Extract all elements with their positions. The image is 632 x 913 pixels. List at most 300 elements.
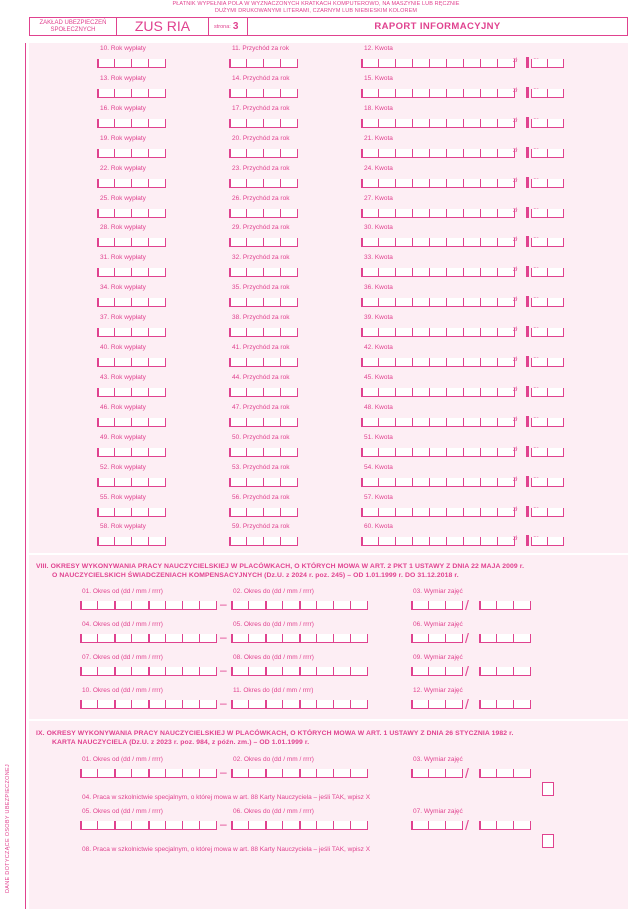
hours-denominator[interactable] bbox=[479, 634, 497, 643]
amount-zl-digit[interactable] bbox=[429, 537, 447, 546]
period-to-day[interactable] bbox=[248, 821, 266, 830]
amount-zl-digit[interactable] bbox=[446, 179, 464, 188]
amount-zl-digit[interactable] bbox=[446, 298, 464, 307]
payment-year-digit[interactable] bbox=[148, 119, 166, 128]
hours-numerator[interactable] bbox=[445, 634, 463, 643]
amount-zl-digit[interactable] bbox=[395, 268, 413, 277]
payment-year-digit[interactable] bbox=[131, 448, 149, 457]
amount-zl-digit[interactable] bbox=[446, 119, 464, 128]
income-year-digit[interactable] bbox=[263, 478, 281, 487]
payment-year-digit[interactable] bbox=[114, 328, 132, 337]
payment-year-digit[interactable] bbox=[131, 328, 149, 337]
amount-zl-digit[interactable] bbox=[395, 388, 413, 397]
payment-year-digit[interactable] bbox=[131, 59, 149, 68]
period-to-day[interactable] bbox=[248, 601, 266, 610]
period-to-year[interactable] bbox=[299, 601, 317, 610]
amount-zl-digit[interactable] bbox=[480, 209, 498, 218]
payment-year-digit[interactable] bbox=[97, 89, 115, 98]
amount-zl-digit[interactable] bbox=[378, 209, 396, 218]
income-year-digit[interactable] bbox=[280, 328, 298, 337]
amount-zl-digit[interactable] bbox=[395, 119, 413, 128]
income-year-digit[interactable] bbox=[263, 298, 281, 307]
payment-year-digit[interactable] bbox=[131, 119, 149, 128]
income-year-digit[interactable] bbox=[229, 418, 247, 427]
hours-numerator[interactable] bbox=[445, 821, 463, 830]
period-to-year[interactable] bbox=[350, 634, 368, 643]
amount-zl-digit[interactable] bbox=[378, 537, 396, 546]
hours-denominator[interactable] bbox=[479, 821, 497, 830]
income-year-digit[interactable] bbox=[280, 508, 298, 517]
payment-year-digit[interactable] bbox=[131, 508, 149, 517]
amount-zl-digit[interactable] bbox=[361, 119, 379, 128]
amount-zl-digit[interactable] bbox=[412, 89, 430, 98]
period-from-year[interactable] bbox=[199, 700, 217, 709]
period-from-year[interactable] bbox=[199, 769, 217, 778]
amount-zl-digit[interactable] bbox=[463, 388, 481, 397]
amount-zl-digit[interactable] bbox=[378, 298, 396, 307]
hours-numerator[interactable] bbox=[411, 601, 429, 610]
income-year-digit[interactable] bbox=[280, 478, 298, 487]
payment-year-digit[interactable] bbox=[131, 358, 149, 367]
amount-zl-digit[interactable] bbox=[429, 268, 447, 277]
amount-gr-digit[interactable] bbox=[547, 89, 564, 98]
amount-gr-digit[interactable] bbox=[547, 418, 564, 427]
income-year-digit[interactable] bbox=[280, 89, 298, 98]
amount-zl-digit[interactable] bbox=[463, 537, 481, 546]
period-to-year[interactable] bbox=[316, 601, 334, 610]
amount-zl-digit[interactable] bbox=[429, 508, 447, 517]
income-year-digit[interactable] bbox=[246, 448, 264, 457]
hours-numerator[interactable] bbox=[411, 821, 429, 830]
amount-zl-digit[interactable] bbox=[463, 328, 481, 337]
amount-gr-digit[interactable] bbox=[547, 179, 564, 188]
period-from-year[interactable] bbox=[165, 700, 183, 709]
income-year-digit[interactable] bbox=[263, 358, 281, 367]
period-to-day[interactable] bbox=[248, 700, 266, 709]
amount-zl-digit[interactable] bbox=[446, 268, 464, 277]
hours-denominator[interactable] bbox=[513, 769, 531, 778]
period-from-year[interactable] bbox=[199, 821, 217, 830]
period-from-year[interactable] bbox=[182, 601, 200, 610]
payment-year-digit[interactable] bbox=[97, 508, 115, 517]
period-from-day[interactable] bbox=[80, 700, 98, 709]
payment-year-digit[interactable] bbox=[114, 209, 132, 218]
amount-zl-digit[interactable] bbox=[480, 268, 498, 277]
period-from-year[interactable] bbox=[148, 634, 166, 643]
period-from-day[interactable] bbox=[97, 821, 115, 830]
income-year-digit[interactable] bbox=[263, 209, 281, 218]
amount-zl-digit[interactable] bbox=[378, 59, 396, 68]
hours-denominator[interactable] bbox=[513, 667, 531, 676]
period-from-month[interactable] bbox=[131, 634, 149, 643]
amount-gr-digit[interactable] bbox=[531, 388, 548, 397]
income-year-digit[interactable] bbox=[263, 537, 281, 546]
period-to-day[interactable] bbox=[248, 667, 266, 676]
period-from-month[interactable] bbox=[131, 667, 149, 676]
amount-zl-digit[interactable] bbox=[361, 149, 379, 158]
hours-denominator[interactable] bbox=[479, 700, 497, 709]
amount-zl-digit[interactable] bbox=[429, 478, 447, 487]
payment-year-digit[interactable] bbox=[97, 119, 115, 128]
income-year-digit[interactable] bbox=[246, 179, 264, 188]
payment-year-digit[interactable] bbox=[148, 478, 166, 487]
income-year-digit[interactable] bbox=[246, 59, 264, 68]
amount-zl-digit[interactable] bbox=[395, 238, 413, 247]
amount-zl-digit[interactable] bbox=[429, 119, 447, 128]
payment-year-digit[interactable] bbox=[114, 268, 132, 277]
amount-zl-digit[interactable] bbox=[446, 537, 464, 546]
payment-year-digit[interactable] bbox=[114, 59, 132, 68]
period-to-month[interactable] bbox=[282, 667, 300, 676]
amount-zl-digit[interactable] bbox=[463, 448, 481, 457]
amount-gr-digit[interactable] bbox=[531, 238, 548, 247]
amount-gr-digit[interactable] bbox=[547, 209, 564, 218]
amount-zl-digit[interactable] bbox=[463, 179, 481, 188]
amount-gr-digit[interactable] bbox=[547, 59, 564, 68]
amount-zl-digit[interactable] bbox=[480, 238, 498, 247]
amount-zl-digit[interactable] bbox=[378, 149, 396, 158]
income-year-digit[interactable] bbox=[280, 238, 298, 247]
income-year-digit[interactable] bbox=[280, 448, 298, 457]
amount-gr-digit[interactable] bbox=[531, 268, 548, 277]
period-to-month[interactable] bbox=[282, 769, 300, 778]
amount-zl-digit[interactable] bbox=[395, 418, 413, 427]
hours-denominator[interactable] bbox=[496, 601, 514, 610]
amount-zl-digit[interactable] bbox=[480, 358, 498, 367]
amount-zl-digit[interactable] bbox=[480, 328, 498, 337]
period-from-day[interactable] bbox=[97, 700, 115, 709]
payment-year-digit[interactable] bbox=[148, 537, 166, 546]
income-year-digit[interactable] bbox=[280, 298, 298, 307]
payment-year-digit[interactable] bbox=[97, 418, 115, 427]
hours-numerator[interactable] bbox=[445, 601, 463, 610]
income-year-digit[interactable] bbox=[263, 89, 281, 98]
income-year-digit[interactable] bbox=[280, 149, 298, 158]
amount-zl-digit[interactable] bbox=[463, 59, 481, 68]
income-year-digit[interactable] bbox=[246, 238, 264, 247]
amount-zl-digit[interactable] bbox=[378, 119, 396, 128]
hours-denominator[interactable] bbox=[496, 700, 514, 709]
amount-zl-digit[interactable] bbox=[395, 209, 413, 218]
payment-year-digit[interactable] bbox=[97, 537, 115, 546]
amount-zl-digit[interactable] bbox=[480, 179, 498, 188]
payment-year-digit[interactable] bbox=[97, 358, 115, 367]
period-from-year[interactable] bbox=[182, 769, 200, 778]
amount-zl-digit[interactable] bbox=[395, 478, 413, 487]
amount-zl-digit[interactable] bbox=[480, 89, 498, 98]
payment-year-digit[interactable] bbox=[131, 238, 149, 247]
amount-zl-digit[interactable] bbox=[463, 268, 481, 277]
period-from-year[interactable] bbox=[199, 667, 217, 676]
amount-gr-digit[interactable] bbox=[547, 478, 564, 487]
payment-year-digit[interactable] bbox=[114, 149, 132, 158]
hours-numerator[interactable] bbox=[411, 700, 429, 709]
amount-gr-digit[interactable] bbox=[547, 537, 564, 546]
period-from-month[interactable] bbox=[131, 821, 149, 830]
payment-year-digit[interactable] bbox=[131, 478, 149, 487]
payment-year-digit[interactable] bbox=[148, 358, 166, 367]
period-to-month[interactable] bbox=[265, 667, 283, 676]
income-year-digit[interactable] bbox=[263, 238, 281, 247]
payment-year-digit[interactable] bbox=[148, 418, 166, 427]
period-from-day[interactable] bbox=[97, 667, 115, 676]
period-from-year[interactable] bbox=[182, 667, 200, 676]
amount-zl-digit[interactable] bbox=[395, 179, 413, 188]
income-year-digit[interactable] bbox=[280, 268, 298, 277]
amount-zl-digit[interactable] bbox=[378, 179, 396, 188]
income-year-digit[interactable] bbox=[246, 478, 264, 487]
period-to-year[interactable] bbox=[350, 821, 368, 830]
amount-zl-digit[interactable] bbox=[412, 537, 430, 546]
amount-zl-digit[interactable] bbox=[446, 149, 464, 158]
amount-zl-digit[interactable] bbox=[429, 89, 447, 98]
payment-year-digit[interactable] bbox=[114, 478, 132, 487]
income-year-digit[interactable] bbox=[246, 119, 264, 128]
amount-gr-digit[interactable] bbox=[531, 358, 548, 367]
period-to-month[interactable] bbox=[282, 700, 300, 709]
payment-year-digit[interactable] bbox=[131, 89, 149, 98]
period-from-month[interactable] bbox=[131, 601, 149, 610]
payment-year-digit[interactable] bbox=[114, 418, 132, 427]
payment-year-digit[interactable] bbox=[97, 268, 115, 277]
payment-year-digit[interactable] bbox=[131, 268, 149, 277]
amount-zl-digit[interactable] bbox=[378, 328, 396, 337]
amount-zl-digit[interactable] bbox=[361, 328, 379, 337]
amount-zl-digit[interactable] bbox=[361, 418, 379, 427]
period-from-month[interactable] bbox=[131, 700, 149, 709]
income-year-digit[interactable] bbox=[246, 89, 264, 98]
amount-zl-digit[interactable] bbox=[429, 418, 447, 427]
period-to-year[interactable] bbox=[350, 667, 368, 676]
period-to-month[interactable] bbox=[265, 601, 283, 610]
hours-denominator[interactable] bbox=[479, 769, 497, 778]
income-year-digit[interactable] bbox=[229, 179, 247, 188]
amount-gr-digit[interactable] bbox=[531, 478, 548, 487]
hours-numerator[interactable] bbox=[428, 667, 446, 676]
amount-zl-digit[interactable] bbox=[412, 298, 430, 307]
income-year-digit[interactable] bbox=[229, 537, 247, 546]
hours-numerator[interactable] bbox=[428, 634, 446, 643]
amount-zl-digit[interactable] bbox=[378, 268, 396, 277]
period-to-day[interactable] bbox=[231, 700, 249, 709]
payment-year-digit[interactable] bbox=[97, 209, 115, 218]
hours-numerator[interactable] bbox=[428, 821, 446, 830]
payment-year-digit[interactable] bbox=[148, 268, 166, 277]
hours-denominator[interactable] bbox=[496, 769, 514, 778]
period-to-year[interactable] bbox=[316, 821, 334, 830]
amount-zl-digit[interactable] bbox=[361, 179, 379, 188]
hours-numerator[interactable] bbox=[445, 769, 463, 778]
amount-zl-digit[interactable] bbox=[378, 238, 396, 247]
amount-zl-digit[interactable] bbox=[480, 418, 498, 427]
amount-zl-digit[interactable] bbox=[361, 298, 379, 307]
amount-zl-digit[interactable] bbox=[395, 89, 413, 98]
amount-zl-digit[interactable] bbox=[429, 238, 447, 247]
payment-year-digit[interactable] bbox=[148, 209, 166, 218]
payment-year-digit[interactable] bbox=[148, 89, 166, 98]
period-to-month[interactable] bbox=[282, 634, 300, 643]
payment-year-digit[interactable] bbox=[148, 298, 166, 307]
amount-zl-digit[interactable] bbox=[361, 89, 379, 98]
amount-zl-digit[interactable] bbox=[463, 508, 481, 517]
income-year-digit[interactable] bbox=[263, 149, 281, 158]
period-to-year[interactable] bbox=[333, 700, 351, 709]
period-from-day[interactable] bbox=[80, 769, 98, 778]
period-to-month[interactable] bbox=[282, 601, 300, 610]
period-to-day[interactable] bbox=[231, 821, 249, 830]
hours-numerator[interactable] bbox=[445, 667, 463, 676]
period-from-year[interactable] bbox=[165, 821, 183, 830]
amount-zl-digit[interactable] bbox=[480, 478, 498, 487]
hours-denominator[interactable] bbox=[513, 634, 531, 643]
income-year-digit[interactable] bbox=[246, 537, 264, 546]
amount-zl-digit[interactable] bbox=[361, 448, 379, 457]
hours-numerator[interactable] bbox=[428, 769, 446, 778]
amount-zl-digit[interactable] bbox=[378, 448, 396, 457]
income-year-digit[interactable] bbox=[263, 328, 281, 337]
payment-year-digit[interactable] bbox=[131, 537, 149, 546]
amount-zl-digit[interactable] bbox=[463, 89, 481, 98]
amount-zl-digit[interactable] bbox=[412, 268, 430, 277]
income-year-digit[interactable] bbox=[280, 119, 298, 128]
period-to-year[interactable] bbox=[350, 769, 368, 778]
income-year-digit[interactable] bbox=[229, 358, 247, 367]
payment-year-digit[interactable] bbox=[114, 179, 132, 188]
income-year-digit[interactable] bbox=[229, 388, 247, 397]
period-from-month[interactable] bbox=[114, 634, 132, 643]
payment-year-digit[interactable] bbox=[114, 238, 132, 247]
amount-zl-digit[interactable] bbox=[378, 418, 396, 427]
period-to-month[interactable] bbox=[265, 700, 283, 709]
amount-gr-digit[interactable] bbox=[531, 59, 548, 68]
period-from-year[interactable] bbox=[165, 667, 183, 676]
income-year-digit[interactable] bbox=[280, 537, 298, 546]
income-year-digit[interactable] bbox=[280, 179, 298, 188]
hours-denominator[interactable] bbox=[496, 634, 514, 643]
payment-year-digit[interactable] bbox=[131, 209, 149, 218]
amount-zl-digit[interactable] bbox=[463, 238, 481, 247]
hours-denominator[interactable] bbox=[513, 700, 531, 709]
period-from-month[interactable] bbox=[114, 700, 132, 709]
amount-gr-digit[interactable] bbox=[531, 89, 548, 98]
amount-zl-digit[interactable] bbox=[429, 358, 447, 367]
income-year-digit[interactable] bbox=[246, 508, 264, 517]
amount-zl-digit[interactable] bbox=[395, 328, 413, 337]
amount-zl-digit[interactable] bbox=[446, 328, 464, 337]
amount-zl-digit[interactable] bbox=[429, 328, 447, 337]
amount-zl-digit[interactable] bbox=[463, 418, 481, 427]
period-from-year[interactable] bbox=[165, 634, 183, 643]
income-year-digit[interactable] bbox=[280, 209, 298, 218]
amount-gr-digit[interactable] bbox=[547, 388, 564, 397]
payment-year-digit[interactable] bbox=[148, 448, 166, 457]
period-to-year[interactable] bbox=[333, 601, 351, 610]
payment-year-digit[interactable] bbox=[97, 388, 115, 397]
period-from-day[interactable] bbox=[80, 667, 98, 676]
amount-zl-digit[interactable] bbox=[412, 448, 430, 457]
period-from-month[interactable] bbox=[114, 601, 132, 610]
payment-year-digit[interactable] bbox=[131, 418, 149, 427]
amount-zl-digit[interactable] bbox=[361, 59, 379, 68]
amount-zl-digit[interactable] bbox=[378, 478, 396, 487]
period-from-year[interactable] bbox=[148, 700, 166, 709]
payment-year-digit[interactable] bbox=[114, 537, 132, 546]
payment-year-digit[interactable] bbox=[114, 508, 132, 517]
amount-gr-digit[interactable] bbox=[547, 298, 564, 307]
hours-denominator[interactable] bbox=[513, 601, 531, 610]
period-to-year[interactable] bbox=[299, 700, 317, 709]
period-from-year[interactable] bbox=[182, 634, 200, 643]
period-to-year[interactable] bbox=[350, 700, 368, 709]
amount-zl-digit[interactable] bbox=[463, 149, 481, 158]
income-year-digit[interactable] bbox=[229, 508, 247, 517]
income-year-digit[interactable] bbox=[229, 209, 247, 218]
income-year-digit[interactable] bbox=[263, 119, 281, 128]
amount-zl-digit[interactable] bbox=[412, 238, 430, 247]
period-from-year[interactable] bbox=[148, 821, 166, 830]
period-to-day[interactable] bbox=[231, 601, 249, 610]
hours-numerator[interactable] bbox=[411, 634, 429, 643]
payment-year-digit[interactable] bbox=[97, 149, 115, 158]
amount-zl-digit[interactable] bbox=[412, 418, 430, 427]
income-year-digit[interactable] bbox=[280, 418, 298, 427]
period-to-year[interactable] bbox=[316, 700, 334, 709]
payment-year-digit[interactable] bbox=[97, 238, 115, 247]
payment-year-digit[interactable] bbox=[97, 298, 115, 307]
income-year-digit[interactable] bbox=[280, 59, 298, 68]
amount-zl-digit[interactable] bbox=[412, 478, 430, 487]
period-to-day[interactable] bbox=[248, 769, 266, 778]
amount-gr-digit[interactable] bbox=[531, 179, 548, 188]
period-from-day[interactable] bbox=[97, 601, 115, 610]
amount-zl-digit[interactable] bbox=[378, 388, 396, 397]
amount-zl-digit[interactable] bbox=[395, 448, 413, 457]
period-to-year[interactable] bbox=[316, 667, 334, 676]
period-from-year[interactable] bbox=[148, 667, 166, 676]
amount-zl-digit[interactable] bbox=[446, 418, 464, 427]
amount-zl-digit[interactable] bbox=[361, 478, 379, 487]
period-from-year[interactable] bbox=[199, 601, 217, 610]
amount-zl-digit[interactable] bbox=[412, 119, 430, 128]
amount-zl-digit[interactable] bbox=[395, 358, 413, 367]
period-to-year[interactable] bbox=[333, 769, 351, 778]
amount-gr-digit[interactable] bbox=[547, 238, 564, 247]
income-year-digit[interactable] bbox=[246, 268, 264, 277]
amount-gr-digit[interactable] bbox=[531, 209, 548, 218]
amount-gr-digit[interactable] bbox=[531, 508, 548, 517]
period-to-year[interactable] bbox=[299, 634, 317, 643]
amount-zl-digit[interactable] bbox=[463, 478, 481, 487]
hours-denominator[interactable] bbox=[479, 601, 497, 610]
period-to-day[interactable] bbox=[248, 634, 266, 643]
special-school-checkbox[interactable] bbox=[542, 834, 554, 848]
period-from-year[interactable] bbox=[182, 700, 200, 709]
income-year-digit[interactable] bbox=[246, 328, 264, 337]
amount-zl-digit[interactable] bbox=[463, 209, 481, 218]
hours-numerator[interactable] bbox=[428, 601, 446, 610]
hours-numerator[interactable] bbox=[411, 769, 429, 778]
income-year-digit[interactable] bbox=[229, 328, 247, 337]
amount-gr-digit[interactable] bbox=[531, 448, 548, 457]
income-year-digit[interactable] bbox=[229, 298, 247, 307]
payment-year-digit[interactable] bbox=[114, 298, 132, 307]
amount-zl-digit[interactable] bbox=[412, 179, 430, 188]
payment-year-digit[interactable] bbox=[114, 119, 132, 128]
hours-denominator[interactable] bbox=[513, 821, 531, 830]
amount-zl-digit[interactable] bbox=[480, 508, 498, 517]
amount-zl-digit[interactable] bbox=[429, 448, 447, 457]
period-to-month[interactable] bbox=[265, 821, 283, 830]
